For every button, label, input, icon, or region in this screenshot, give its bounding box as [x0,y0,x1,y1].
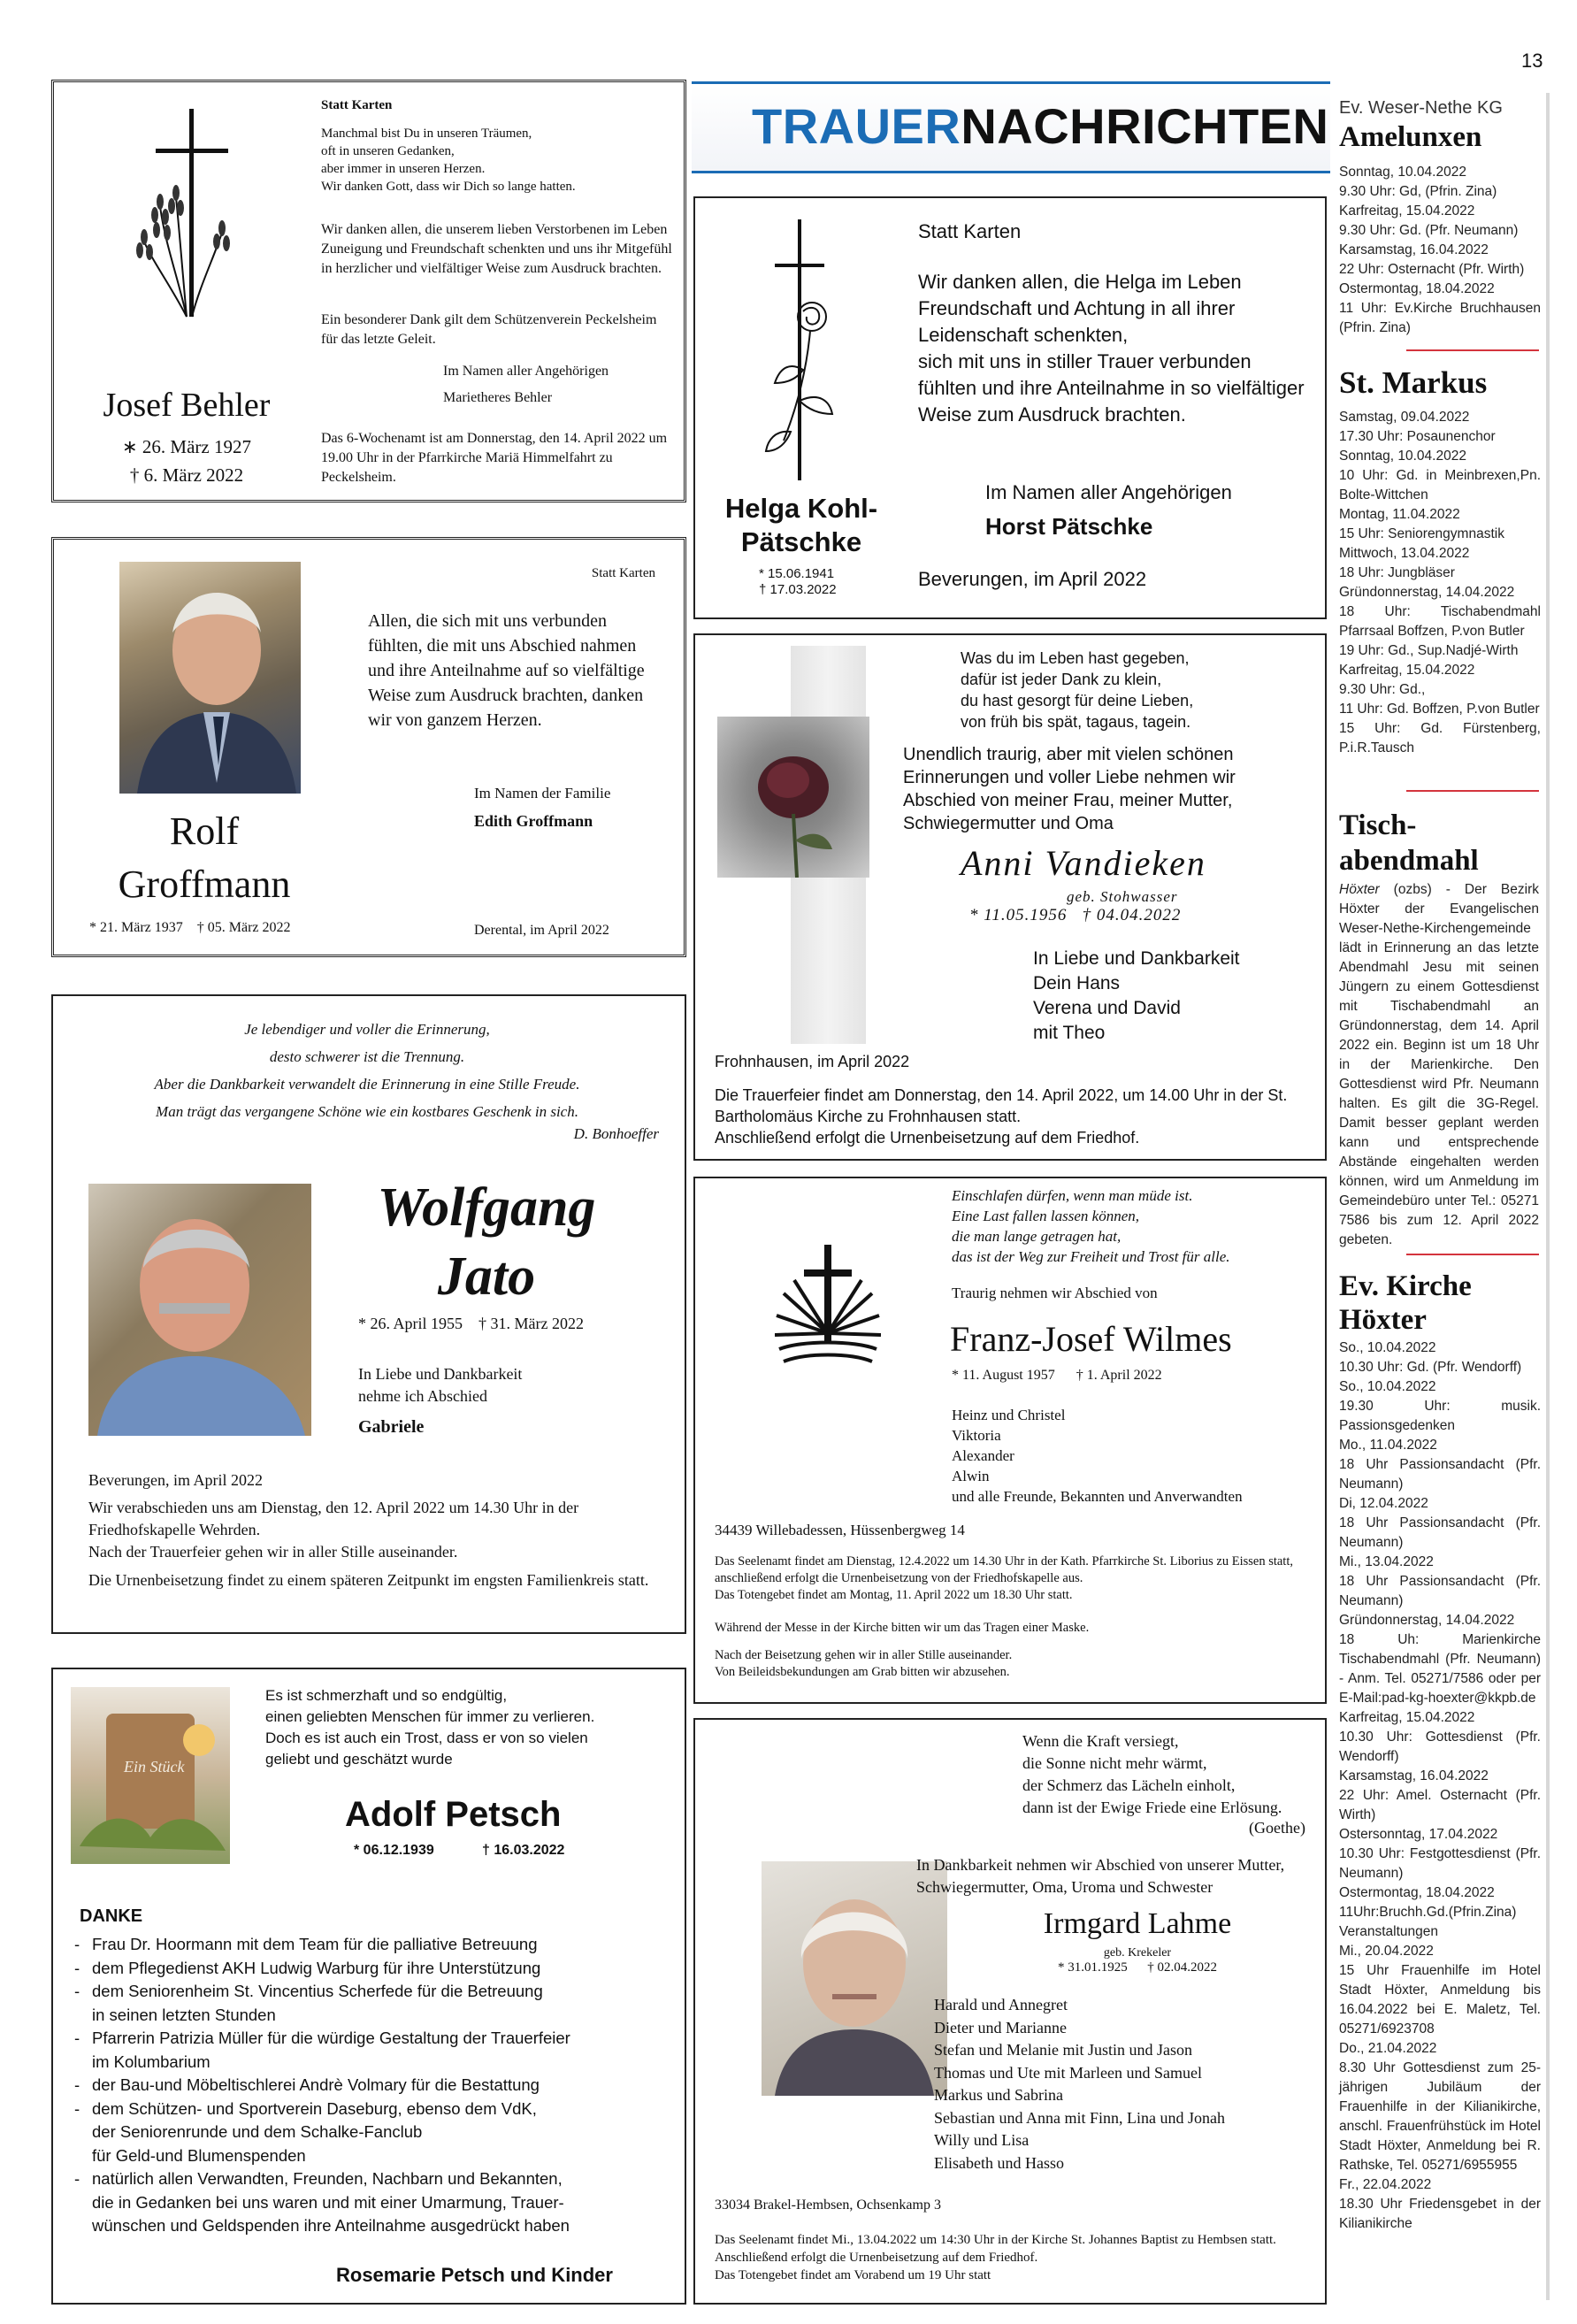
poem-author: (Goethe) [1249,1819,1305,1837]
page-number: 13 [1521,50,1543,72]
signature-line: Im Namen aller Angehörigen [985,481,1232,503]
header-band [692,81,1330,173]
family-names: Heinz und Christel Viktoria Alexander Alwin und alle Freunde, Bekannten und Anverwandten [952,1407,1243,1505]
signature-name: Marietheres Behler [443,390,553,405]
thanks-list [73,1933,674,2238]
list-item: - der Bau-und Möbeltischlerei Andrè Volmary für die Bestattung [73,2074,674,2098]
signature-name: Horst Pätschke [985,513,1153,540]
ad-irmgard-lahme [693,1718,1327,2305]
burial-info: Nach der Beisetzung gehen wir in aller Stille auseinander. Von Beileidsbekundungen am Grab bitten wir abzusehen. [715,1648,1013,1679]
rose-photo [717,717,869,878]
schedule-entry: 15 Uhr: Seniorengymnastik [1339,526,1504,541]
sidebar-heading-tischabendmahl: Tisch- abendmahl [1339,809,1479,877]
schedule-entry: 10.30 Uhr: Festgottesdienst (Pfr. Neumann) [1339,1846,1541,1881]
poem: Manchmal bist Du in unseren Träumen, oft in unseren Gedanken, aber immer in unseren Herzen. Wir danken Gott, dass wir Dich so lange hatten. [321,127,576,194]
schedule-date: Ostersonntag, 17.04.2022 [1339,1827,1498,1842]
schedule-entry: 10.30 Uhr: Gd. (Pfr. Wendorff) [1339,1360,1522,1375]
schedule-entry: 15 Uhr Frauenhilfe im Hotel Stadt Höxter, Anmeldung bis 16.04.2022 bei E. Maletz, Tel. 05271/6923708 [1339,1963,1541,2036]
deceased-name: Helga Kohl- Pätschke [724,493,878,557]
schedule-entry: 10.30 Uhr: Gottesdienst (Pfr. Wendorff) [1339,1730,1541,1764]
sidebar-list-st-markus [1339,408,1541,758]
ad-adolf-petsch [51,1668,686,2305]
schedule-date: Karsamstag, 16.04.2022 [1339,242,1489,257]
sidebar-right-border [1546,93,1550,2300]
statt-karten: Statt Karten [321,98,393,112]
schedule-entry: 10 Uhr: Gd. in Meinbrexen,Pn. Bolte-Wittchen [1339,468,1541,502]
schedule-entry: 18 Uhr: Jungbläser [1339,565,1455,580]
memorial-photo [71,1687,230,1864]
address: 34439 Willebadessen, Hüssenbergweg 14 [715,1522,965,1538]
schedule-entry: 18.30 Uhr Friedensgebet in der Kilianikirche [1339,2197,1541,2231]
schedule-entry: 18 Uh: Marienkirche Tischabendmahl (Pfr. Neumann) - Anm. Tel. 05271/7586 oder per E-Mail:pad-kg-hoexter@kkpb.de [1339,1632,1541,1706]
schedule-entry: 17.30 Uhr: Posaunenchor [1339,429,1496,444]
schedule-date: Sonntag, 10.04.2022 [1339,449,1466,464]
schedule-date: Di, 12.04.2022 [1339,1496,1428,1511]
divider [1406,790,1539,792]
signature-name: Edith Groffmann [474,812,593,830]
ad-rolf-groffmann [51,537,686,957]
maiden-name: geb. Stohwasser [1067,888,1178,905]
urn-info: Die Urnenbeisetzung findet zu einem späteren Zeitpunkt im engsten Familienkreis statt. [88,1571,649,1589]
dates: * 26. April 1955 † 31. März 2022 [358,1315,584,1332]
cross-wheat-icon [98,109,249,321]
family-names: Harald und Annegret Dieter und Marianne Stefan und Melanie mit Justin und Jason Thomas und Ute mit Marleen und Samuel Markus und Sabrina Sebastian und Anna mit Finn, Lina und Jonah Willy und Lisa Elisabeth und Hasso [934,1996,1225,2172]
dates: * 21. März 1937 † 05. März 2022 [89,920,291,935]
intro-text: Traurig nehmen wir Abschied von [952,1285,1158,1301]
signature-line: Im Namen der Familie [474,785,611,802]
ad-franz-josef-wilmes [693,1177,1327,1704]
title-part-blue: TRAUER [752,98,961,154]
place-date: Derental, im April 2022 [474,923,609,938]
love-text: In Liebe und Dankbarkeit nehme ich Abschied [358,1365,523,1405]
portrait-photo [88,1184,311,1436]
divider [1406,349,1539,351]
schedule-entry: 9.30 Uhr: Gd., [1339,682,1426,697]
schedule-date: Mittwoch, 13.04.2022 [1339,546,1470,561]
article-text: (ozbs) - Der Bezirk Höxter der Evangelischen Weser-Nethe-Kirchengemeinde lädt in Erinnerung an das letzte Abendmahl Jesu mit seinen Jüngern zu einem Gottesdienst mit Tischabendmahl an Gründonnerstag, dem 14. April 2022 ein. Beginn ist um 18 Uhr in der Marienkirche. Den Gottesdienst wird Pfr. Neumann halten. Es gilt die 3G-Regel. Damit besser geplant werden kann und entsprechende Abstände eingehalten werden können, wird um Anmeldung im Gemeindebüro unter Tel.: 05271 7586 bis zum 12. April 2022 gebeten. [1339,882,1539,1247]
schedule-entry: 19 Uhr: Gd., Sup.Nadjé-Wirth [1339,643,1519,658]
special-thanks: Ein besonderer Dank gilt dem Schützenverein Peckelsheim für das letzte Geleit. [321,312,657,347]
schedule-date: So., 10.04.2022 [1339,1340,1436,1355]
schedule-date: Karfreitag, 15.04.2022 [1339,1710,1475,1725]
schedule-entry: 18 Uhr: Tischabendmahl Pfarrsaal Boffzen, P.von Butler [1339,604,1541,639]
schedule-entry: 9.30 Uhr: Gd, (Pfrin. Zina) [1339,184,1497,199]
farewell-text: Unendlich traurig, aber mit vielen schönen Erinnerungen und voller Liebe nehmen wir Abschied von meiner Frau, meiner Mutter, Schwiegermutter und Oma [903,745,1236,833]
schedule-date: Ostermontag, 18.04.2022 [1339,1885,1495,1900]
schedule-date: Gründonnerstag, 14.04.2022 [1339,585,1515,600]
cross-sunburst-icon [775,1245,881,1377]
schedule-date: Mo., 11.04.2022 [1339,1438,1437,1453]
schedule-entry: 15 Uhr: Gd. Fürstenberg, P.i.R.Tausch [1339,721,1541,755]
dates: * 11.05.1956 † 04.04.2022 [969,906,1182,924]
death-date: † 6. März 2022 [129,464,244,486]
ad-anni-vandieken [693,633,1327,1161]
schedule-entry: 8.30 Uhr Gottesdienst zum 25-jährigen Jubiläum der Frauenhilfe in der Kilianikirche, anschl. Frauenfrühstück im Hotel Stadt Höxter, Anmeldung bei R. Rathske, Tel. 05271/6955955 [1339,2060,1541,2173]
mass-info: Das 6-Wochenamt ist am Donnerstag, den 14. April 2022 um 19.00 Uhr in der Pfarrkirche Mariä Himmelfahrt zu Peckelsheim. [321,431,668,485]
ceremony-info: Die Trauerfeier findet am Donnerstag, den 14. April 2022, um 14.00 Uhr in der St. Bartholomäus Kirche zu Frohnhausen statt. Anschließend erfolgt die Urnenbeisetzung auf dem Friedhof. [715,1086,1288,1147]
sidebar-heading-amelunxen: Amelunxen [1339,121,1482,153]
schedule-entry: 19.30 Uhr: musik. Passionsgedenken [1339,1399,1541,1433]
schedule-date: Ostermontag, 18.04.2022 [1339,281,1495,296]
quote-author: D. Bonhoeffer [573,1125,659,1142]
cross-rose-icon [748,219,854,485]
list-item: - dem Schützen- und Sportverein Daseburg, ebenso dem VdK, der Seniorenrunde und dem Schalke-Fanclub für Geld-und Blumenspenden [73,2098,674,2168]
deceased-name: Anni Vandieken [961,843,1206,883]
intro-text: Es ist schmerzhaft und so endgültig, einen geliebten Menschen für immer zu verlieren. Doch es ist auch ein Trost, dass er von so vielen geliebt und geschätzt wurde [265,1687,595,1768]
poem: Einschlafen dürfen, wenn man müde ist. Eine Last fallen lassen können, die man lange getragen hat, das ist der Weg zur Freiheit und Trost für alle. [952,1187,1230,1265]
maiden-name: geb. Krekeler [1103,1946,1172,1960]
schedule-entry: 18 Uhr Passionsandacht (Pfr. Neumann) [1339,1574,1541,1608]
dates: * 31.01.1925 † 02.04.2022 [1058,1960,1217,1975]
schedule-date: Mi., 13.04.2022 [1339,1554,1434,1569]
schedule-date: Mi., 20.04.2022 [1339,1944,1434,1959]
intro-text: In Dankbarkeit nehmen wir Abschied von unserer Mutter, Schwiegermutter, Oma, Uroma und Schwester [916,1856,1285,1896]
schedule-date: Do., 21.04.2022 [1339,2041,1437,2056]
schedule-date: So., 10.04.2022 [1339,1379,1436,1394]
list-item: - Frau Dr. Hoormann mit dem Team für die palliative Betreuung [73,1933,674,1957]
schedule-entry: 22 Uhr: Amel. Osternacht (Pfr. Wirth) [1339,1788,1541,1822]
sidebar-list-amelunxen [1339,163,1541,338]
ceremony-info: Das Seelenamt findet Mi., 13.04.2022 um 14:30 Uhr in der Kirche St. Johannes Baptist zu Hembsen statt. Anschließend erfolgt die Urnenbeisetzung auf dem Friedhof. Das Totengebet findet am Vorabend um 19 Uhr statt [715,2233,1276,2282]
list-item: - Pfarrerin Patrizia Müller für die würdige Gestaltung der Trauerfeier im Kolumbarium [73,2027,674,2074]
divider [1406,1254,1539,1255]
place-date: Beverungen, im April 2022 [88,1471,263,1489]
death-date: † 17.03.2022 [759,582,837,597]
title-part-black: NACHRICHTEN [961,98,1329,154]
deceased-name: Wolfgang Jato [377,1177,596,1307]
dates: * 11. August 1957 † 1. April 2022 [952,1368,1162,1383]
family-names: In Liebe und Dankbarkeit Dein Hans Verena und David mit Theo [1033,948,1240,1043]
schedule-entry: 18 Uhr Passionsandacht (Pfr. Neumann) [1339,1515,1541,1550]
sidebar [1336,93,1550,2305]
schedule-entry: 18 Uhr Passionsandacht (Pfr. Neumann) [1339,1457,1541,1492]
birth-date: * 15.06.1941 [759,566,835,581]
photo-caption: Ein Stück [124,1758,185,1776]
schedule-date: Karfreitag, 15.04.2022 [1339,663,1475,678]
schedule-date: Karfreitag, 15.04.2022 [1339,203,1475,219]
schedule-date: Gründonnerstag, 14.04.2022 [1339,1613,1515,1628]
portrait-photo [119,562,301,794]
schedule-entry: 11Uhr:Bruchh.Gd.(Pfrin.Zina) Veranstaltungen [1339,1905,1517,1939]
deceased-name: Adolf Petsch [345,1795,562,1834]
schedule-date: Fr., 22.04.2022 [1339,2177,1432,2192]
signature-line: Im Namen aller Angehörigen [443,364,609,379]
schedule-date: Karsamstag, 16.04.2022 [1339,1768,1489,1783]
place-date: Beverungen, im April 2022 [918,568,1147,590]
sidebar-org: Ev. Weser-Nethe KG [1339,98,1503,118]
ceremony-info: Wir verabschieden uns am Dienstag, den 12. April 2022 um 14.30 Uhr in der Friedhofskapelle Wehrden. Nach der Trauerfeier gehen wir in aller Stille auseinander. [88,1499,579,1561]
birth-date: ∗ 26. März 1927 [122,436,251,457]
poem: Wenn die Kraft versiegt, die Sonne nicht mehr wärmt, der Schmerz das Lächeln einholt, dann ist der Ewige Friede eine Erlösung. [1022,1732,1282,1816]
deceased-name: Franz-Josef Wilmes [950,1319,1232,1359]
schedule-date: Samstag, 09.04.2022 [1339,410,1470,425]
danke-heading: DANKE [80,1906,143,1926]
mass-info: Das Seelenamt findet am Dienstag, 12.4.2022 um 14.30 Uhr in der Kath. Pfarrkirche St. Liborius zu Eissen statt, anschließend erfolgt die Urnenbeisetzung von der Friedhofskapelle aus. Das Totengebet findet am Montag, 11. April 2022 um 18.30 Uhr statt. [715,1554,1293,1602]
birth-date: * 06.12.1939 [354,1843,434,1858]
schedule-entry: 11 Uhr: Ev.Kirche Bruchhausen (Pfrin. Zina) [1339,301,1541,335]
schedule-date: Montag, 11.04.2022 [1339,507,1460,522]
schedule-entry: 11 Uhr: Gd. Boffzen, P.von Butler [1339,702,1540,717]
sidebar-heading-hoexter: Ev. Kirche Höxter [1339,1270,1472,1336]
list-item: - dem Pflegedienst AKH Ludwig Warburg für ihre Unterstützung [73,1957,674,1981]
schedule-date: Sonntag, 10.04.2022 [1339,165,1466,180]
schedule-entry: 22 Uhr: Osternacht (Pfr. Wirth) [1339,262,1525,277]
signer: Gabriele [358,1417,425,1437]
ad-josef-behler [51,80,686,502]
thanks-text: Wir danken allen, die unserem lieben Verstorbenen im Leben Zuneigung und Freundschaft schenkten und uns ihr Mitgefühl in herzlicher und vielfältiger Weise zum Ausdruck brachten. [321,222,672,276]
sidebar-article [1339,880,1539,1250]
ad-wolfgang-jato [51,994,686,1634]
deceased-name: Josef Behler [103,387,271,424]
ad-helga-kohl-paetschke [693,196,1327,619]
mask-info: Während der Messe in der Kirche bitten wir um das Tragen einer Maske. [715,1621,1090,1635]
death-date: † 16.03.2022 [482,1843,565,1858]
sidebar-heading-st-markus: St. Markus [1339,365,1488,400]
sidebar-list-hoexter [1339,1338,1541,2234]
list-item: - natürlich allen Verwandten, Freunden, Nachbarn und Bekannten, die in Gedanken bei uns waren und mit einer Umarmung, Trauer- wünschen und Geldspenden ihre Anteilnahme ausgedrückt haben [73,2167,674,2238]
signature-name: Rosemarie Petsch und Kinder [336,2264,613,2286]
poem: Was du im Leben hast gegeben, dafür ist jeder Dank zu klein, du hast gesorgt für deine Lieben, von früh bis spät, tagaus, tagein. [961,649,1194,731]
section-title [752,100,1328,153]
quote: Je lebendiger und voller die Erinnerung, desto schwerer ist die Trennung. Aber die Dankbarkeit verwandelt die Erinnerung in eine Stille Freude. Man trägt das vergangene Schöne wie ein kostbares Geschenk in sich. [154,1021,580,1120]
statt-karten: Statt Karten [918,220,1022,242]
place-date: Frohnhausen, im April 2022 [715,1053,910,1070]
schedule-entry: 9.30 Uhr: Gd. (Pfr. Neumann) [1339,223,1519,238]
deceased-name: Rolf Groffmann [118,809,291,906]
statt-karten: Statt Karten [591,566,655,580]
list-item: - dem Seniorenheim St. Vincentius Scherfede für die Betreuung in seinen letzten Stunden [73,1980,674,2027]
article-lead: Höxter [1339,882,1380,897]
address: 33034 Brakel-Hembsen, Ochsenkamp 3 [715,2197,941,2213]
thanks-text: Allen, die sich mit uns verbunden fühlten, die mit uns Abschied nahmen und ihre Anteilnahme auf so vielfältige Weise zum Ausdruck brachten, danken wir von ganzem Herzen. [368,611,645,730]
deceased-name: Irmgard Lahme [1043,1907,1232,1940]
thanks-text: Wir danken allen, die Helga im Leben Freundschaft und Achtung in all ihrer Leidenschaft schenkten, sich mit uns in stiller Trauer verbunden fühlten und ihre Anteilnahme in so vielfältiger Weise zum Ausdruck brachten. [918,271,1305,426]
